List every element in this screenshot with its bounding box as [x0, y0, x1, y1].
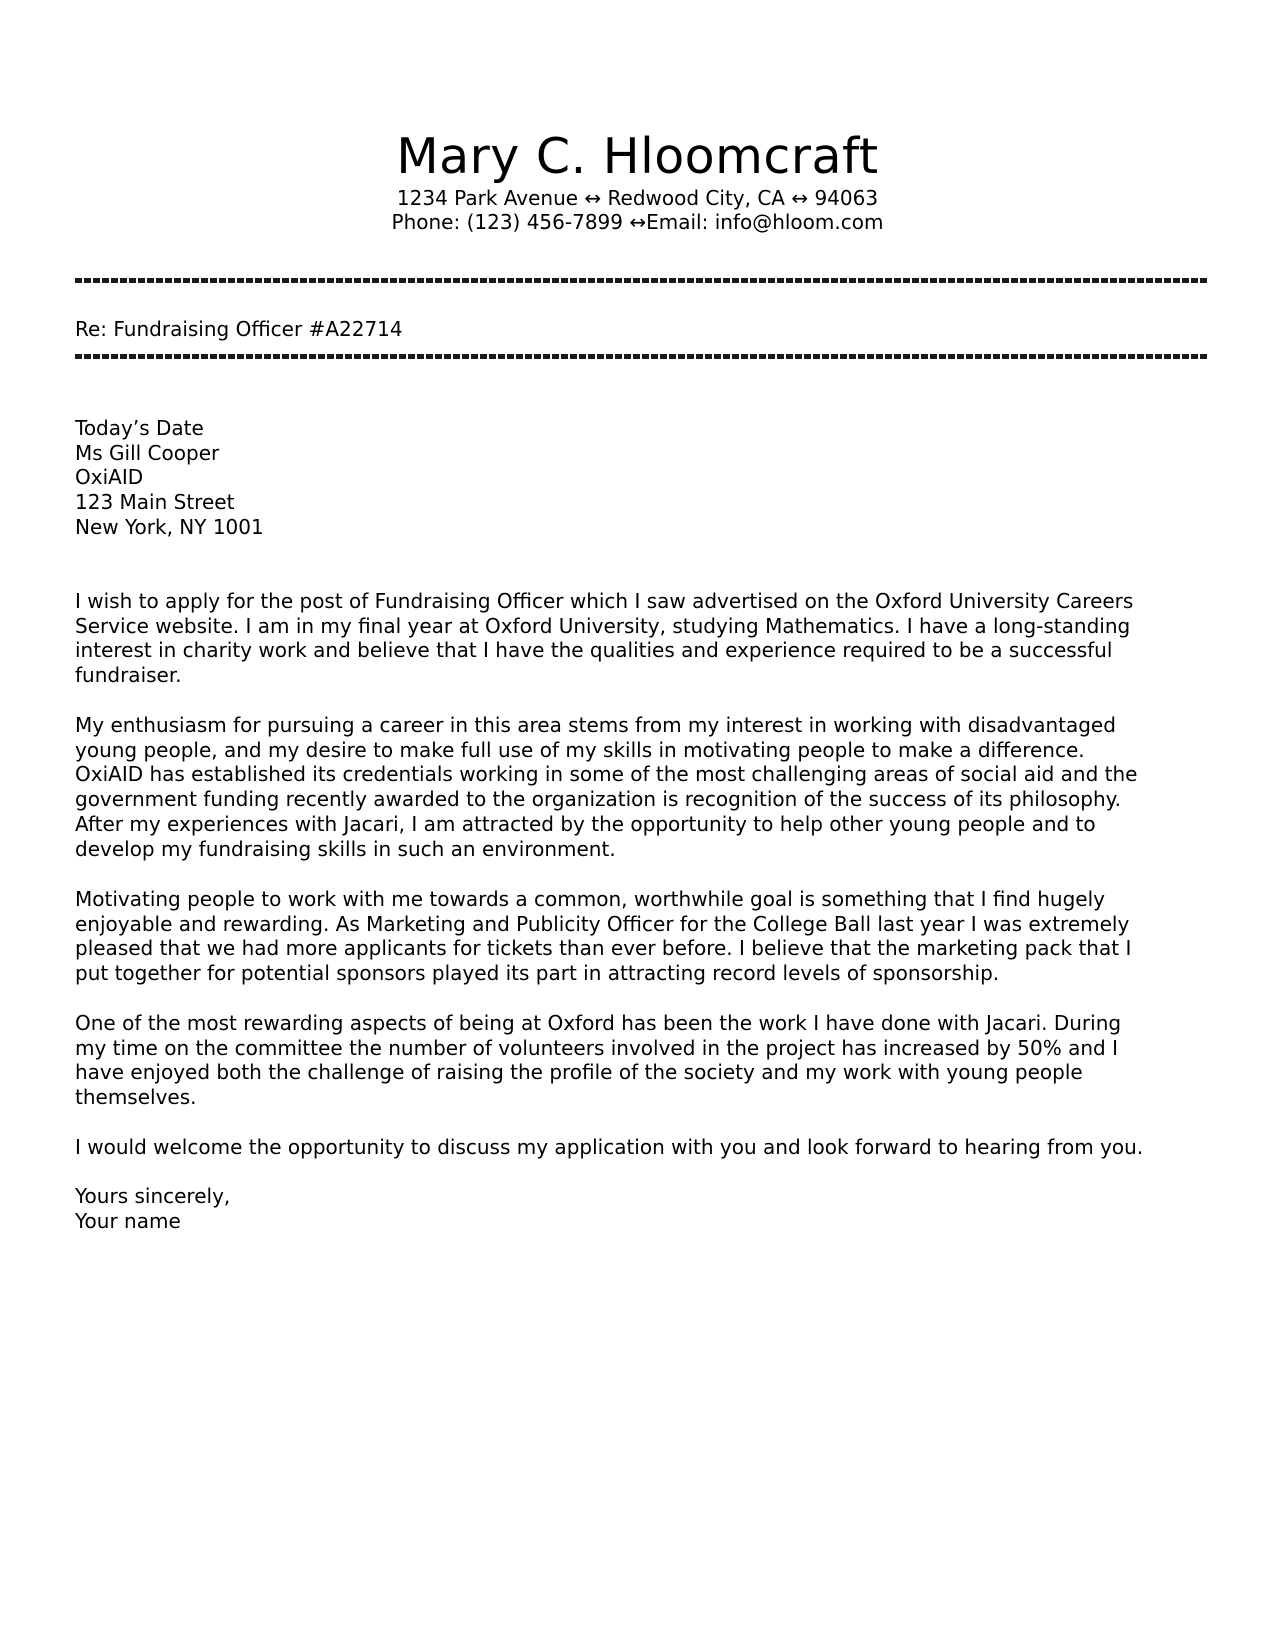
closing-salutation: Yours sincerely, — [75, 1184, 231, 1208]
recipient-company: OxiAID — [75, 465, 144, 490]
text-line: my time on the committee the number of volunteers involved in the project has increased by 50% and I — [75, 1035, 1118, 1060]
paragraph-1 — [75, 589, 1225, 688]
paragraph-2 — [75, 713, 1225, 861]
sender-address: 1234 Park Avenue ↔ Redwood City, CA ↔ 94063 — [396, 186, 879, 210]
text-line: put together for potential sponsors played its part in attracting record levels of sponsorship. — [75, 961, 1000, 986]
text-line: Service website. I am in my final year at Oxford University, studying Mathematics. I have a long-standing — [75, 613, 1131, 638]
recipient-block — [75, 416, 1225, 540]
recipient-name: Ms Gill Cooper — [75, 440, 220, 465]
text-line: pleased that we had more applicants for tickets than ever before. I believe that the marketing pack that I — [75, 936, 1132, 961]
text-line: enjoyable and rewarding. As Marketing and Publicity Officer for the College Ball last year I was extremely — [75, 911, 1130, 936]
text-line: OxiAID has established its credentials working in some of the most challenging areas of social aid and the — [75, 762, 1138, 787]
text-line: develop my fundraising skills in such an environment. — [75, 836, 616, 861]
recipient-street: 123 Main Street — [75, 490, 235, 515]
text-line: After my experiences with Jacari, I am attracted by the opportunity to help other young people and to — [75, 811, 1096, 836]
paragraph-4 — [75, 1011, 1225, 1110]
closing-block — [75, 1184, 1225, 1233]
letterhead — [0, 128, 1275, 234]
text-line: I would welcome the opportunity to discuss my application with you and look forward to hearing from you. — [75, 1135, 1144, 1159]
text-line: have enjoyed both the challenge of raising the profile of the society and my work with young people — [75, 1060, 1083, 1085]
sender-name: Mary C. Hloomcraft — [396, 128, 879, 185]
divider-bottom — [75, 354, 1208, 359]
signature-name: Your name — [75, 1208, 181, 1233]
text-line: young people, and my desire to make full use of my skills in motivating people to make a difference. — [75, 737, 1085, 762]
letter-date: Today’s Date — [75, 416, 204, 440]
paragraph-3 — [75, 887, 1225, 986]
text-line: I wish to apply for the post of Fundraising Officer which I saw advertised on the Oxford University Careers — [75, 589, 1134, 613]
recipient-city: New York, NY 1001 — [75, 514, 264, 539]
text-line: One of the most rewarding aspects of being at Oxford has been the work I have done with Jacari. During — [75, 1011, 1122, 1035]
paragraph-5 — [75, 1135, 1225, 1160]
text-line: government funding recently awarded to the organization is recognition of the success of its philosophy. — [75, 787, 1121, 812]
divider-top — [75, 278, 1208, 283]
text-line: Motivating people to work with me towards a common, worthwhile goal is something that I find hugely — [75, 887, 1105, 911]
sender-contact: Phone: (123) 456-7899 ↔Email: info@hloom.com — [391, 210, 884, 234]
text-line: interest in charity work and believe that I have the qualities and experience required to be a successful — [75, 638, 1113, 663]
text-line: My enthusiasm for pursuing a career in this area stems from my interest in working with disadvantaged — [75, 713, 1116, 737]
subject-line: Re: Fundraising Officer #A22714 — [75, 317, 403, 341]
text-line: fundraiser. — [75, 663, 182, 688]
text-line: themselves. — [75, 1085, 197, 1110]
